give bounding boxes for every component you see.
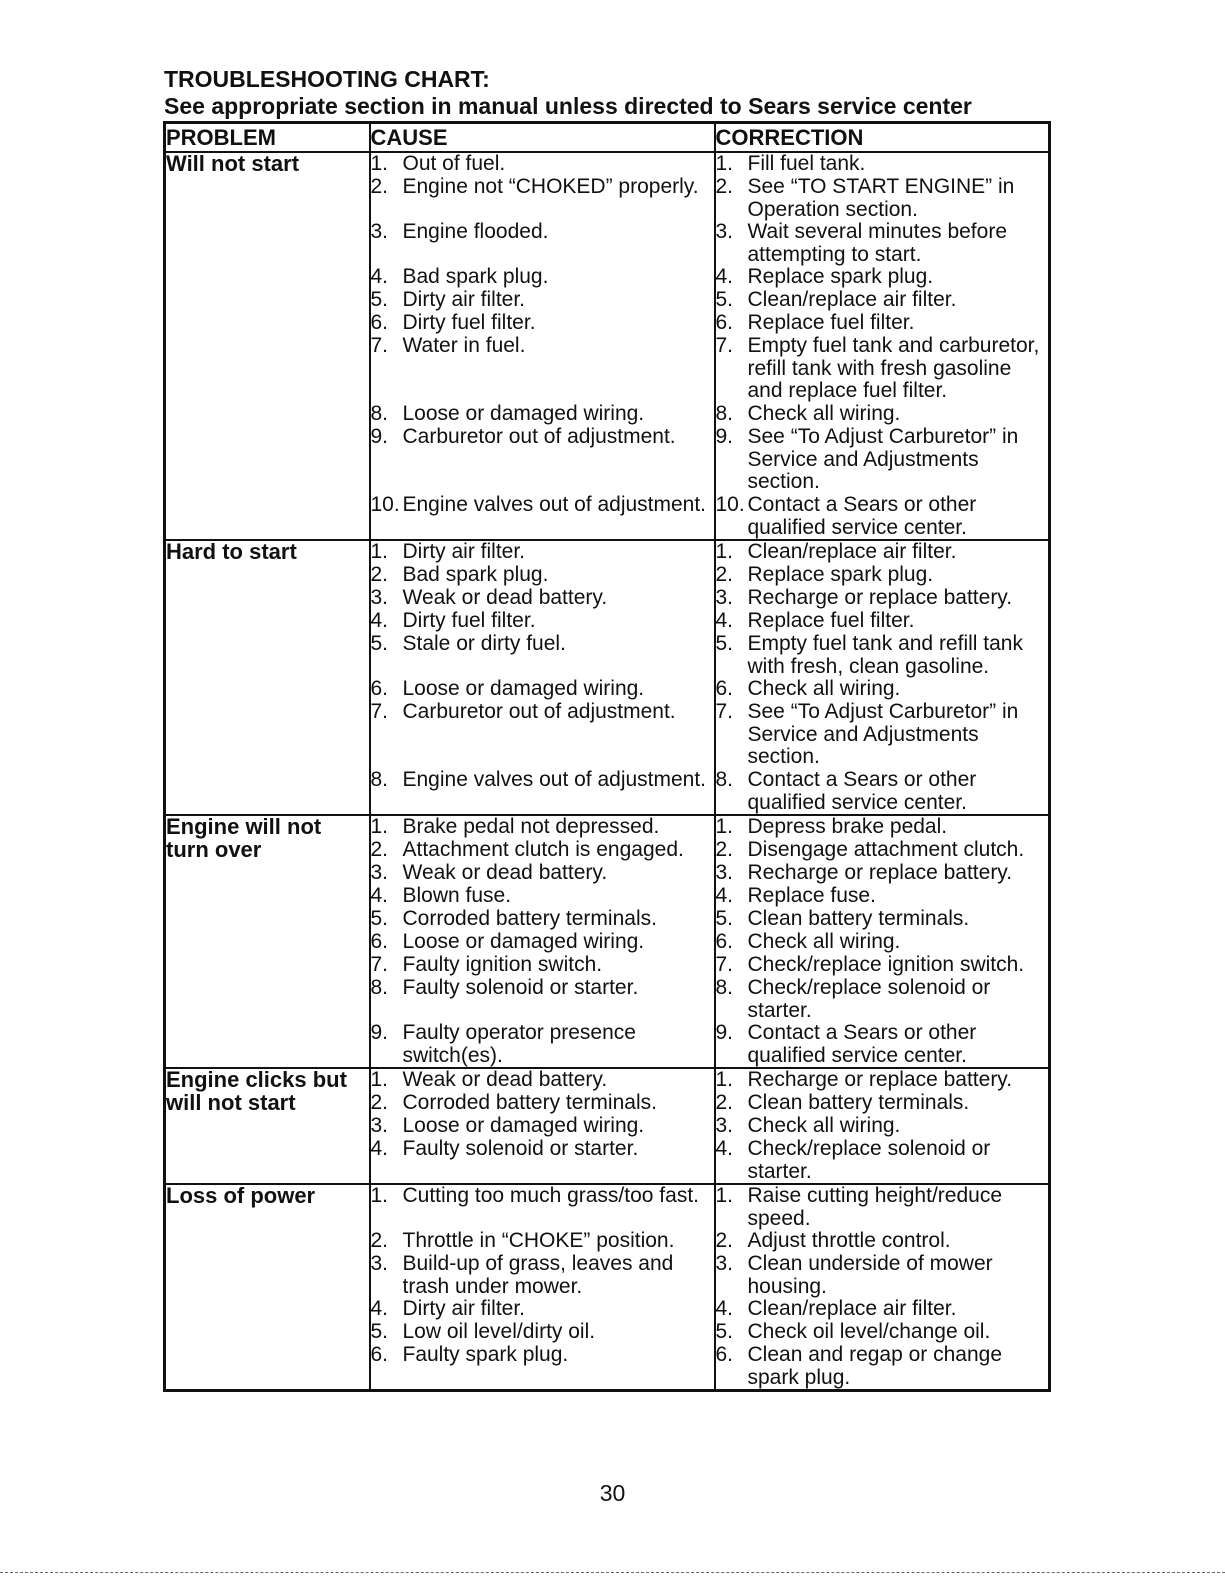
cause-item xyxy=(371,221,714,266)
cause-item xyxy=(371,289,714,312)
cause-item xyxy=(371,908,714,931)
cause-text: Corroded battery terminals. xyxy=(402,907,657,930)
item-number: 1. xyxy=(370,815,389,838)
correction-item xyxy=(716,839,1049,862)
cause-item xyxy=(371,931,714,954)
correction-item xyxy=(716,1115,1049,1138)
correction-list xyxy=(716,541,1049,814)
table-row xyxy=(165,815,1050,1068)
cause-text: Weak or dead battery. xyxy=(402,861,608,884)
header-cause: CAUSE xyxy=(370,123,715,153)
correction-text: Check/replace solenoid or starter. xyxy=(747,1137,991,1183)
cause-text: Engine valves out of adjustment. xyxy=(402,493,707,516)
correction-text: Fill fuel tank. xyxy=(747,152,866,175)
correction-item xyxy=(716,266,1049,289)
cause-text: Engine flooded. xyxy=(402,220,549,243)
cause-item xyxy=(371,403,714,426)
correction-text: Recharge or replace battery. xyxy=(747,1068,1013,1091)
item-number: 6. xyxy=(715,311,734,334)
cause-text: Carburetor out of adjustment. xyxy=(402,425,676,448)
cause-text: Dirty fuel filter. xyxy=(402,311,536,334)
problem-cell: Engine will not turn over xyxy=(165,815,370,1068)
cause-item xyxy=(371,1230,714,1253)
correction-text: Check/replace solenoid or starter. xyxy=(747,976,991,1022)
correction-item xyxy=(716,1253,1049,1298)
cause-item xyxy=(371,426,714,494)
cause-text: Faulty solenoid or starter. xyxy=(402,1137,639,1160)
cause-item xyxy=(371,312,714,335)
correction-item xyxy=(716,335,1049,403)
item-number: 4. xyxy=(715,609,734,632)
correction-item xyxy=(716,1022,1049,1067)
correction-text: Clean and regap or change spark plug. xyxy=(747,1343,1003,1389)
correction-text: Contact a Sears or other qualified service center. xyxy=(747,1021,977,1067)
cause-text: Engine not “CHOKED” properly. xyxy=(402,175,699,198)
item-number: 9. xyxy=(370,425,389,448)
table-row xyxy=(165,152,1050,540)
item-number: 4. xyxy=(370,265,389,288)
item-number: 3. xyxy=(715,861,734,884)
item-number: 5. xyxy=(715,907,734,930)
table-row xyxy=(165,1184,1050,1391)
item-number: 6. xyxy=(715,930,734,953)
cause-item xyxy=(371,633,714,678)
correction-text: Wait several minutes before attempting to start. xyxy=(747,220,1007,266)
cause-list xyxy=(371,1069,714,1183)
correction-item xyxy=(716,1069,1049,1092)
item-number: 1. xyxy=(715,1068,734,1091)
item-number: 3. xyxy=(370,1252,389,1275)
item-number: 5. xyxy=(370,907,389,930)
correction-text: Check/replace ignition switch. xyxy=(747,953,1025,976)
correction-item xyxy=(716,862,1049,885)
correction-text: Disengage attachment clutch. xyxy=(747,838,1025,861)
problem-cell: Loss of power xyxy=(165,1184,370,1391)
cause-item xyxy=(371,1092,714,1115)
correction-item xyxy=(716,1092,1049,1115)
item-number: 4. xyxy=(715,1297,734,1320)
cause-text: Bad spark plug. xyxy=(402,265,549,288)
correction-item xyxy=(716,678,1049,701)
item-number: 1. xyxy=(370,1184,389,1207)
item-number: 10. xyxy=(370,493,400,516)
cause-cell xyxy=(370,1068,715,1184)
item-number: 5. xyxy=(370,288,389,311)
item-number: 7. xyxy=(370,953,389,976)
item-number: 3. xyxy=(370,586,389,609)
item-number: 8. xyxy=(715,976,734,999)
cause-item xyxy=(371,1185,714,1230)
cause-item xyxy=(371,153,714,176)
item-number: 6. xyxy=(715,1343,734,1366)
item-number: 7. xyxy=(370,334,389,357)
table-row xyxy=(165,540,1050,815)
cause-text: Build-up of grass, leaves and trash under mower. xyxy=(402,1252,674,1298)
problem-cell: Hard to start xyxy=(165,540,370,815)
cause-item xyxy=(371,816,714,839)
scan-edge-divider xyxy=(0,1572,1225,1573)
item-number: 2. xyxy=(370,563,389,586)
correction-text: Replace fuel filter. xyxy=(747,311,915,334)
cause-item xyxy=(371,954,714,977)
cause-text: Loose or damaged wiring. xyxy=(402,1114,645,1137)
correction-text: See “To Adjust Carburetor” in Service and Adjustments section. xyxy=(747,425,1019,493)
cause-item xyxy=(371,564,714,587)
correction-text: Depress brake pedal. xyxy=(747,815,948,838)
cause-item xyxy=(371,977,714,1022)
item-number: 7. xyxy=(715,700,734,723)
cause-text: Dirty air filter. xyxy=(402,288,526,311)
item-number: 5. xyxy=(715,288,734,311)
cause-text: Engine valves out of adjustment. xyxy=(402,768,707,791)
correction-text: Check all wiring. xyxy=(747,1114,901,1137)
item-number: 3. xyxy=(715,1114,734,1137)
cause-item xyxy=(371,176,714,221)
cause-text: Blown fuse. xyxy=(402,884,512,907)
correction-item xyxy=(716,1230,1049,1253)
item-number: 3. xyxy=(370,1114,389,1137)
item-number: 1. xyxy=(715,540,734,563)
item-number: 4. xyxy=(370,1297,389,1320)
item-number: 3. xyxy=(715,1252,734,1275)
cause-item xyxy=(371,885,714,908)
item-number: 5. xyxy=(715,1320,734,1343)
item-number: 4. xyxy=(715,884,734,907)
item-number: 2. xyxy=(715,175,734,198)
correction-text: Empty fuel tank and refill tank with fresh, clean gasoline. xyxy=(747,632,1023,678)
correction-text: Clean/replace air filter. xyxy=(747,540,957,563)
correction-cell xyxy=(715,1184,1050,1391)
item-number: 1. xyxy=(715,152,734,175)
cause-item xyxy=(371,541,714,564)
cause-item xyxy=(371,266,714,289)
correction-item xyxy=(716,541,1049,564)
cause-text: Carburetor out of adjustment. xyxy=(402,700,676,723)
cause-text: Brake pedal not depressed. xyxy=(402,815,660,838)
item-number: 2. xyxy=(370,1229,389,1252)
item-number: 5. xyxy=(370,1320,389,1343)
item-number: 7. xyxy=(370,700,389,723)
cause-text: Weak or dead battery. xyxy=(402,586,608,609)
correction-item xyxy=(716,701,1049,769)
cause-item xyxy=(371,1321,714,1344)
page-subtitle: See appropriate section in manual unless directed to Sears service center xyxy=(164,93,972,119)
item-number: 9. xyxy=(715,425,734,448)
troubleshooting-table xyxy=(163,121,1051,1392)
table-body xyxy=(165,152,1050,1391)
item-number: 2. xyxy=(715,563,734,586)
cause-item xyxy=(371,769,714,814)
item-number: 8. xyxy=(370,976,389,999)
cause-text: Attachment clutch is engaged. xyxy=(402,838,684,861)
correction-item xyxy=(716,494,1049,539)
cause-text: Dirty air filter. xyxy=(402,540,526,563)
item-number: 4. xyxy=(715,265,734,288)
item-number: 4. xyxy=(370,1137,389,1160)
item-number: 7. xyxy=(715,953,734,976)
item-number: 9. xyxy=(370,1021,389,1044)
correction-item xyxy=(716,1298,1049,1321)
correction-item xyxy=(716,1321,1049,1344)
correction-item xyxy=(716,954,1049,977)
cause-text: Water in fuel. xyxy=(402,334,526,357)
item-number: 8. xyxy=(370,402,389,425)
correction-cell xyxy=(715,540,1050,815)
item-number: 6. xyxy=(370,1343,389,1366)
correction-list xyxy=(716,816,1049,1067)
item-number: 6. xyxy=(370,677,389,700)
cause-text: Loose or damaged wiring. xyxy=(402,402,645,425)
correction-text: Check all wiring. xyxy=(747,930,901,953)
cause-text: Faulty spark plug. xyxy=(402,1343,569,1366)
item-number: 2. xyxy=(370,838,389,861)
cause-item xyxy=(371,839,714,862)
correction-item xyxy=(716,176,1049,221)
correction-text: Clean/replace air filter. xyxy=(747,1297,957,1320)
cause-text: Loose or damaged wiring. xyxy=(402,677,645,700)
item-number: 3. xyxy=(370,220,389,243)
cause-item xyxy=(371,1344,714,1389)
item-number: 2. xyxy=(715,1091,734,1114)
cause-text: Out of fuel. xyxy=(402,152,506,175)
correction-text: Check oil level/change oil. xyxy=(747,1320,991,1343)
cause-item xyxy=(371,1115,714,1138)
page-number: 30 xyxy=(599,1480,626,1506)
item-number: 2. xyxy=(715,1229,734,1252)
cause-item xyxy=(371,678,714,701)
cause-text: Stale or dirty fuel. xyxy=(402,632,566,655)
correction-text: Raise cutting height/reduce speed. xyxy=(747,1184,1002,1230)
correction-list xyxy=(716,1185,1049,1389)
correction-item xyxy=(716,610,1049,633)
correction-text: Recharge or replace battery. xyxy=(747,861,1013,884)
correction-cell xyxy=(715,1068,1050,1184)
correction-text: Empty fuel tank and carburetor, refill tank with fresh gasoline and replace fuel filter. xyxy=(747,334,1040,402)
correction-text: Replace spark plug. xyxy=(747,265,934,288)
problem-cell: Engine clicks but will not start xyxy=(165,1068,370,1184)
page-title: TROUBLESHOOTING CHART: xyxy=(164,66,490,92)
cause-item xyxy=(371,335,714,403)
item-number: 3. xyxy=(715,586,734,609)
cause-text: Cutting too much grass/too fast. xyxy=(402,1184,699,1207)
cause-cell xyxy=(370,815,715,1068)
correction-text: Adjust throttle control. xyxy=(747,1229,951,1252)
cause-item xyxy=(371,1069,714,1092)
correction-item xyxy=(716,885,1049,908)
item-number: 4. xyxy=(370,884,389,907)
correction-item xyxy=(716,403,1049,426)
correction-text: Clean battery terminals. xyxy=(747,907,970,930)
item-number: 6. xyxy=(370,930,389,953)
correction-item xyxy=(716,312,1049,335)
correction-list xyxy=(716,1069,1049,1183)
item-number: 2. xyxy=(370,1091,389,1114)
cause-text: Bad spark plug. xyxy=(402,563,549,586)
correction-text: Clean/replace air filter. xyxy=(747,288,957,311)
header-correction: CORRECTION xyxy=(715,123,1050,153)
item-number: 2. xyxy=(370,175,389,198)
item-number: 1. xyxy=(370,1068,389,1091)
item-number: 2. xyxy=(715,838,734,861)
cause-text: Low oil level/dirty oil. xyxy=(402,1320,596,1343)
item-number: 3. xyxy=(715,220,734,243)
correction-item xyxy=(716,289,1049,312)
correction-item xyxy=(716,426,1049,494)
cause-item xyxy=(371,587,714,610)
correction-item xyxy=(716,153,1049,176)
correction-text: Replace fuse. xyxy=(747,884,876,907)
cause-item xyxy=(371,494,714,539)
table-header-row xyxy=(165,123,1050,153)
item-number: 1. xyxy=(370,540,389,563)
correction-text: Clean battery terminals. xyxy=(747,1091,970,1114)
correction-cell xyxy=(715,815,1050,1068)
cause-text: Weak or dead battery. xyxy=(402,1068,608,1091)
problem-cell: Will not start xyxy=(165,152,370,540)
cause-item xyxy=(371,1298,714,1321)
correction-item xyxy=(716,977,1049,1022)
correction-text: Clean underside of mower housing. xyxy=(747,1252,993,1298)
item-number: 5. xyxy=(715,632,734,655)
cause-list xyxy=(371,153,714,539)
item-number: 9. xyxy=(715,1021,734,1044)
table-row xyxy=(165,1068,1050,1184)
cause-text: Loose or damaged wiring. xyxy=(402,930,645,953)
correction-item xyxy=(716,1185,1049,1230)
item-number: 1. xyxy=(715,1184,734,1207)
cause-text: Faulty ignition switch. xyxy=(402,953,603,976)
correction-text: Check all wiring. xyxy=(747,677,901,700)
correction-item xyxy=(716,221,1049,266)
cause-item xyxy=(371,610,714,633)
cause-text: Dirty fuel filter. xyxy=(402,609,536,632)
correction-item xyxy=(716,633,1049,678)
correction-text: See “To Adjust Carburetor” in Service and Adjustments section. xyxy=(747,700,1019,768)
cause-cell xyxy=(370,540,715,815)
item-number: 5. xyxy=(370,632,389,655)
correction-text: Check all wiring. xyxy=(747,402,901,425)
cause-text: Throttle in “CHOKE” position. xyxy=(402,1229,675,1252)
correction-item xyxy=(716,1138,1049,1183)
header-problem: PROBLEM xyxy=(165,123,370,153)
correction-item xyxy=(716,587,1049,610)
cause-cell xyxy=(370,152,715,540)
item-number: 6. xyxy=(370,311,389,334)
item-number: 7. xyxy=(715,334,734,357)
cause-text: Faulty solenoid or starter. xyxy=(402,976,639,999)
item-number: 3. xyxy=(370,861,389,884)
cause-item xyxy=(371,862,714,885)
item-number: 4. xyxy=(370,609,389,632)
cause-item xyxy=(371,1138,714,1183)
item-number: 8. xyxy=(715,402,734,425)
cause-list xyxy=(371,1185,714,1389)
correction-text: Contact a Sears or other qualified service center. xyxy=(747,493,977,539)
correction-text: See “TO START ENGINE” in Operation section. xyxy=(747,175,1015,221)
correction-item xyxy=(716,908,1049,931)
item-number: 8. xyxy=(715,768,734,791)
cause-text: Faulty operator presence switch(es). xyxy=(402,1021,636,1067)
item-number: 4. xyxy=(715,1137,734,1160)
correction-item xyxy=(716,816,1049,839)
cause-text: Corroded battery terminals. xyxy=(402,1091,657,1114)
correction-item xyxy=(716,931,1049,954)
correction-list xyxy=(716,153,1049,539)
correction-item xyxy=(716,564,1049,587)
cause-item xyxy=(371,1253,714,1298)
cause-list xyxy=(371,541,714,814)
cause-item xyxy=(371,701,714,769)
correction-item xyxy=(716,769,1049,814)
item-number: 8. xyxy=(370,768,389,791)
cause-list xyxy=(371,816,714,1067)
item-number: 10. xyxy=(715,493,745,516)
cause-text: Dirty air filter. xyxy=(402,1297,526,1320)
item-number: 6. xyxy=(715,677,734,700)
correction-cell xyxy=(715,152,1050,540)
item-number: 1. xyxy=(370,152,389,175)
correction-text: Replace fuel filter. xyxy=(747,609,915,632)
cause-item xyxy=(371,1022,714,1067)
correction-text: Replace spark plug. xyxy=(747,563,934,586)
cause-cell xyxy=(370,1184,715,1391)
correction-text: Recharge or replace battery. xyxy=(747,586,1013,609)
correction-text: Contact a Sears or other qualified service center. xyxy=(747,768,977,814)
correction-item xyxy=(716,1344,1049,1389)
item-number: 1. xyxy=(715,815,734,838)
